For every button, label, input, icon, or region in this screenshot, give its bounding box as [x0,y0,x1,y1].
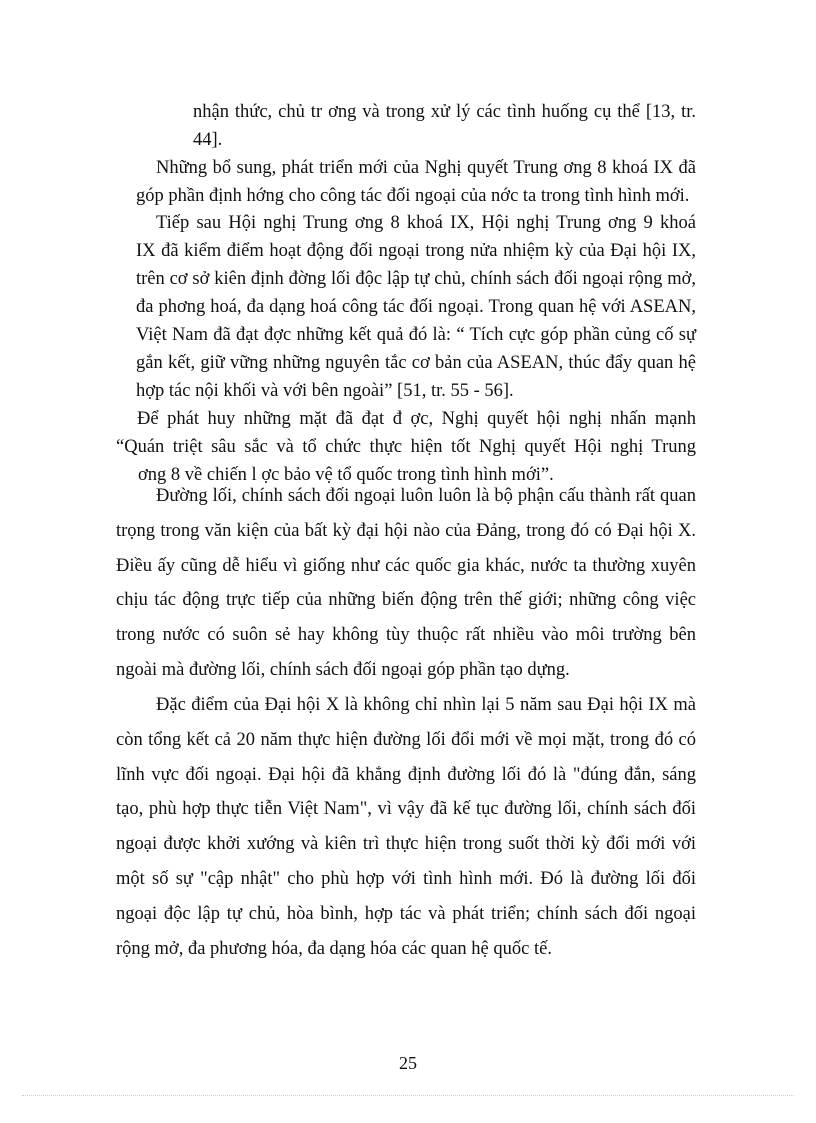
paragraph [136,154,696,210]
text-line: Đặc điểm của Đại hội X là không chỉ nhìn lại 5 năm sau Đại hội IX mà [156,695,696,715]
text-line: nhận thức, chủ tr ơng và trong xử lý các tình huống cụ thể [13, tr. [193,102,696,122]
text-line: còn tổng kết cả 20 năm thực hiện đường lối đổi mới về mọi mặt, trong đó có [116,729,696,750]
text-line: trong nước có suôn sẻ hay không tùy thuộc rất nhiều vào môi trường bên [116,625,696,646]
text-line: Điều ấy cũng dễ hiểu vì giống như các quốc gia khác, nước ta thường xuyên [116,555,696,576]
paragraph [116,405,696,489]
text-line: một số sự "cập nhật" cho phù hợp với tình hình mới. Đó là đường lối đối [116,868,696,889]
text-line: ngoại độc lập tự chủ, hòa bình, hợp tác và phát triển; chính sách đối ngoại [116,903,696,924]
text-line: trên cơ sở kiên định đờng lối độc lập tự chủ, chính sách đối ngoại rộng mở, [136,269,696,289]
paragraph [116,479,696,688]
text-line: Những bổ sung, phát triển mới của Nghị quyết Trung ơng 8 khoá IX đã [156,158,696,178]
quote-continuation [193,98,696,154]
text-line: góp phần định hớng cho công tác đối ngoại của nớc ta trong tình hình mới. [136,186,690,206]
text-line: ngoài mà đường lối, chính sách đối ngoại góp phần tạo dựng. [116,659,570,680]
page-number: 25 [399,1053,417,1073]
text-line: Đường lối, chính sách đối ngoại luôn luôn là bộ phận cấu thành rất quan [156,486,696,506]
text-line: Để phát huy những mặt đã đạt đ ợc, Nghị quyết hội nghị nhấn mạnh [137,409,696,429]
text-line: hợp tác nội khối và với bên ngoài” [51, tr. 55 - 56]. [136,381,514,401]
text-line: tạo, phù hợp thực tiễn Việt Nam", vì vậy đã kế tục đường lối, chính sách đối [116,799,696,820]
text-line: chịu tác động trực tiếp của những biến động trên thế giới; những công việc [116,590,696,611]
text-line: ơng 8 về chiến l ợc bảo vệ tổ quốc trong tình hình mới”. [138,465,554,485]
text-line: rộng mở, đa phương hóa, đa dạng hóa các quan hệ quốc tế. [116,938,552,959]
text-line: “Quán triệt sâu sắc và tổ chức thực hiện tốt Nghị quyết Hội nghị Trung [116,437,696,457]
paragraph [136,209,696,405]
text-line: trọng trong văn kiện của bất kỳ đại hội nào của Đảng, trong đó có Đại hội X. [116,520,696,541]
text-line: lĩnh vực đối ngoại. Đại hội đã khẳng định đường lối đó là "đúng đắn, sáng [116,764,696,785]
text-line: gắn kết, giữ vững những nguyên tắc cơ bản của ASEAN, thúc đẩy quan hệ [136,353,696,373]
text-line: ngoại được khởi xướng và kiên trì thực hiện trong suốt thời kỳ đổi mới với [116,834,696,855]
footer-divider [22,1095,794,1096]
text-line: Việt Nam đã đạt đợc những kết quả đó là: “ Tích cực góp phần củng cố sự [136,325,696,345]
text-line: 44]. [193,130,223,150]
text-line: IX đã kiểm điểm hoạt động đối ngoại trong nửa nhiệm kỳ của Đại hội IX, [136,241,696,261]
text-line: Tiếp sau Hội nghị Trung ơng 8 khoá IX, Hội nghị Trung ơng 9 khoá [156,213,696,233]
paragraph [116,688,696,966]
text-line: đa phơng hoá, đa dạng hoá công tác đối ngoại. Trong quan hệ với ASEAN, [136,297,696,317]
